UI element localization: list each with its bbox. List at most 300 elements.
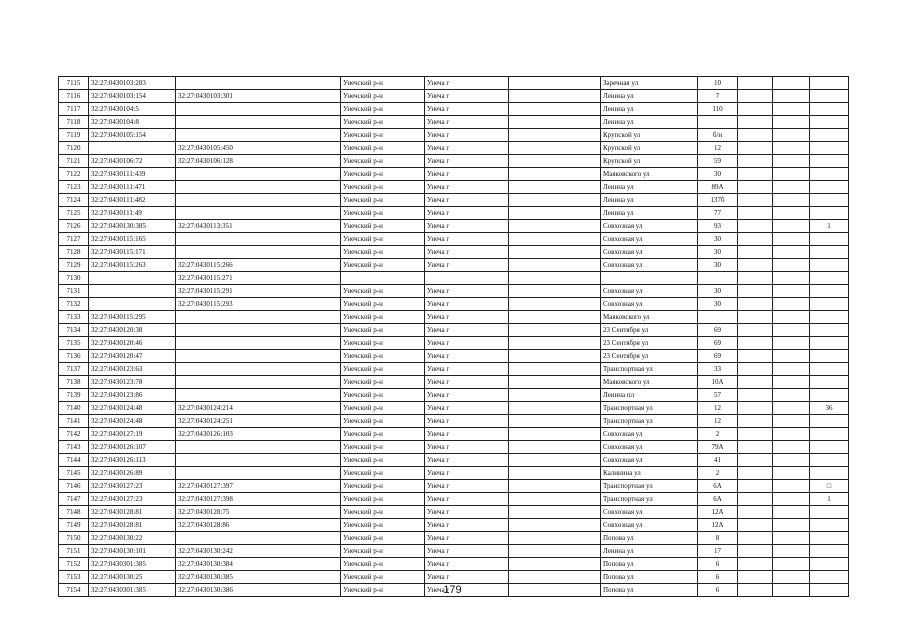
row-number-cell: 7133 (59, 311, 89, 324)
locality-cell (509, 168, 601, 181)
city-cell: Унеча г (425, 441, 509, 454)
extra-cell (810, 467, 849, 480)
building-cell (738, 168, 773, 181)
extra-cell (810, 545, 849, 558)
extra-cell (810, 519, 849, 532)
district-cell: Унечский р-н (341, 77, 425, 90)
city-cell: Унеча г (425, 155, 509, 168)
building-cell (738, 402, 773, 415)
district-cell: Унечский р-н (341, 181, 425, 194)
table-row (59, 129, 849, 142)
table-row (59, 376, 849, 389)
locality-cell (509, 389, 601, 402)
city-cell: Унеча г (425, 220, 509, 233)
row-number-cell: 7154 (59, 584, 89, 597)
locality-cell (509, 155, 601, 168)
row-number-cell: 7115 (59, 77, 89, 90)
table-body (59, 77, 849, 597)
locality-cell (509, 415, 601, 428)
row-number-cell: 7126 (59, 220, 89, 233)
cadastral-number-cell: 32:27:0430111:439 (89, 168, 176, 181)
city-cell: Унеча г (425, 519, 509, 532)
row-number-cell: 7136 (59, 350, 89, 363)
table-row (59, 428, 849, 441)
row-number-cell: 7149 (59, 519, 89, 532)
cadastral-number-cell (89, 272, 176, 285)
table-row (59, 168, 849, 181)
extra-cell (810, 532, 849, 545)
house-number-cell: 2 (698, 467, 738, 480)
table-row (59, 194, 849, 207)
related-cadastral-number-cell: 32:27:0430103:301 (176, 90, 341, 103)
street-cell: Ленина ул (601, 207, 698, 220)
cadastral-number-cell: 32:27:0430104:5 (89, 103, 176, 116)
building-cell (738, 272, 773, 285)
extra-cell: 36 (810, 402, 849, 415)
apartment-cell (773, 181, 810, 194)
street-cell: Совхозная ул (601, 519, 698, 532)
district-cell: Унечский р-н (341, 90, 425, 103)
street-cell: Совхозная ул (601, 506, 698, 519)
locality-cell (509, 272, 601, 285)
extra-cell (810, 311, 849, 324)
city-cell: Унеча г (425, 402, 509, 415)
building-cell (738, 207, 773, 220)
district-cell: Унечский р-н (341, 584, 425, 597)
extra-cell (810, 441, 849, 454)
table-row (59, 480, 849, 493)
related-cadastral-number-cell: 32:27:0430130:385 (176, 571, 341, 584)
city-cell: Унеча г (425, 571, 509, 584)
street-cell: Совхозная ул (601, 233, 698, 246)
related-cadastral-number-cell: 32:27:0430126:103 (176, 428, 341, 441)
apartment-cell (773, 545, 810, 558)
related-cadastral-number-cell (176, 311, 341, 324)
house-number-cell: 30 (698, 168, 738, 181)
row-number-cell: 7122 (59, 168, 89, 181)
building-cell (738, 545, 773, 558)
extra-cell (810, 181, 849, 194)
city-cell: Унеча г (425, 532, 509, 545)
locality-cell (509, 519, 601, 532)
street-cell: 23 Сентября ул (601, 350, 698, 363)
locality-cell (509, 428, 601, 441)
city-cell: Унеча г (425, 558, 509, 571)
cadastral-number-cell: 32:27:0430104:8 (89, 116, 176, 129)
district-cell: Унечский р-н (341, 324, 425, 337)
city-cell: Унеча г (425, 298, 509, 311)
table-row (59, 155, 849, 168)
building-cell (738, 155, 773, 168)
apartment-cell (773, 207, 810, 220)
row-number-cell: 7135 (59, 337, 89, 350)
building-cell (738, 454, 773, 467)
street-cell: Крупской ул (601, 142, 698, 155)
table-row (59, 103, 849, 116)
table-row (59, 298, 849, 311)
locality-cell (509, 441, 601, 454)
city-cell: Унеча г (425, 259, 509, 272)
row-number-cell: 7132 (59, 298, 89, 311)
row-number-cell: 7144 (59, 454, 89, 467)
district-cell: Унечский р-н (341, 467, 425, 480)
house-number-cell: 30 (698, 285, 738, 298)
related-cadastral-number-cell: 32:27:0430130:386 (176, 584, 341, 597)
related-cadastral-number-cell (176, 441, 341, 454)
table-row (59, 324, 849, 337)
district-cell: Унечский р-н (341, 545, 425, 558)
district-cell: Унечский р-н (341, 428, 425, 441)
cadastral-number-cell: 32:27:0430126:89 (89, 467, 176, 480)
related-cadastral-number-cell (176, 194, 341, 207)
building-cell (738, 571, 773, 584)
city-cell: Унеча г (425, 467, 509, 480)
city-cell: Унеча г (425, 350, 509, 363)
locality-cell (509, 103, 601, 116)
building-cell (738, 558, 773, 571)
house-number-cell: 30 (698, 246, 738, 259)
row-number-cell: 7147 (59, 493, 89, 506)
cadastral-number-cell (89, 298, 176, 311)
apartment-cell (773, 558, 810, 571)
related-cadastral-number-cell (176, 376, 341, 389)
street-cell: Заречная ул (601, 77, 698, 90)
related-cadastral-number-cell: 32:27:0430113:351 (176, 220, 341, 233)
house-number-cell: 77 (698, 207, 738, 220)
cadastral-number-cell: 32:27:0430128:81 (89, 506, 176, 519)
apartment-cell (773, 285, 810, 298)
extra-cell (810, 558, 849, 571)
row-number-cell: 7151 (59, 545, 89, 558)
extra-cell (810, 155, 849, 168)
related-cadastral-number-cell (176, 207, 341, 220)
apartment-cell (773, 350, 810, 363)
house-number-cell: 6А (698, 493, 738, 506)
apartment-cell (773, 129, 810, 142)
cadastral-number-cell: 32:27:0430103:283 (89, 77, 176, 90)
street-cell: 23 Сентября ул (601, 324, 698, 337)
related-cadastral-number-cell: 32:27:0430115:291 (176, 285, 341, 298)
city-cell: Унеча г (425, 493, 509, 506)
row-number-cell: 7124 (59, 194, 89, 207)
locality-cell (509, 77, 601, 90)
building-cell (738, 363, 773, 376)
apartment-cell (773, 324, 810, 337)
street-cell: Совхозная ул (601, 428, 698, 441)
locality-cell (509, 194, 601, 207)
cadastral-number-cell: 32:27:0430301:385 (89, 584, 176, 597)
apartment-cell (773, 506, 810, 519)
cadastral-number-cell: 32:27:0430123:86 (89, 389, 176, 402)
row-number-cell: 7130 (59, 272, 89, 285)
row-number-cell: 7153 (59, 571, 89, 584)
city-cell: Унеча г (425, 168, 509, 181)
cadastral-number-cell: 32:27:0430130:22 (89, 532, 176, 545)
related-cadastral-number-cell (176, 389, 341, 402)
house-number-cell: 30 (698, 298, 738, 311)
locality-cell (509, 116, 601, 129)
house-number-cell: 6А (698, 480, 738, 493)
city-cell: Унеча г (425, 129, 509, 142)
building-cell (738, 246, 773, 259)
house-number-cell: 110 (698, 103, 738, 116)
house-number-cell: 69 (698, 324, 738, 337)
related-cadastral-number-cell: 32:27:0430106:128 (176, 155, 341, 168)
row-number-cell: 7142 (59, 428, 89, 441)
related-cadastral-number-cell (176, 103, 341, 116)
apartment-cell (773, 168, 810, 181)
street-cell: 23 Сентября ул (601, 337, 698, 350)
apartment-cell (773, 337, 810, 350)
row-number-cell: 7143 (59, 441, 89, 454)
street-cell: Попова ул (601, 571, 698, 584)
table-row (59, 441, 849, 454)
related-cadastral-number-cell (176, 363, 341, 376)
building-cell (738, 376, 773, 389)
related-cadastral-number-cell (176, 350, 341, 363)
cadastral-number-cell: 32:27:0430111:471 (89, 181, 176, 194)
related-cadastral-number-cell (176, 467, 341, 480)
house-number-cell: 57 (698, 389, 738, 402)
table-row (59, 558, 849, 571)
cadastral-number-cell: 32:27:0430124:48 (89, 415, 176, 428)
extra-cell (810, 571, 849, 584)
house-number-cell: 12А (698, 519, 738, 532)
cadastral-number-cell: 32:27:0430115:295 (89, 311, 176, 324)
apartment-cell (773, 467, 810, 480)
apartment-cell (773, 298, 810, 311)
street-cell: Совхозная ул (601, 441, 698, 454)
street-cell: Транспортная ул (601, 402, 698, 415)
extra-cell (810, 337, 849, 350)
related-cadastral-number-cell (176, 181, 341, 194)
district-cell: Унечский р-н (341, 389, 425, 402)
city-cell: Унеча г (425, 480, 509, 493)
apartment-cell (773, 233, 810, 246)
house-number-cell: 41 (698, 454, 738, 467)
extra-cell: 1 (810, 220, 849, 233)
cadastral-number-cell: 32:27:0430301:385 (89, 558, 176, 571)
row-number-cell: 7123 (59, 181, 89, 194)
table-row (59, 493, 849, 506)
locality-cell (509, 545, 601, 558)
cadastral-number-cell: 32:27:0430120:46 (89, 337, 176, 350)
extra-cell (810, 298, 849, 311)
house-number-cell: 10А (698, 376, 738, 389)
house-number-cell: 137б (698, 194, 738, 207)
extra-cell: 1 (810, 493, 849, 506)
house-number-cell: 12 (698, 402, 738, 415)
city-cell: Унеча г (425, 428, 509, 441)
locality-cell (509, 571, 601, 584)
building-cell (738, 129, 773, 142)
locality-cell (509, 246, 601, 259)
house-number-cell: 12 (698, 415, 738, 428)
district-cell: Унечский р-н (341, 233, 425, 246)
district-cell: Унечский р-н (341, 168, 425, 181)
cadastral-number-cell: 32:27:0430126:113 (89, 454, 176, 467)
cadastral-number-cell (89, 142, 176, 155)
street-cell: Крупской ул (601, 129, 698, 142)
cadastral-number-cell: 32:27:0430127:23 (89, 493, 176, 506)
table-row (59, 272, 849, 285)
district-cell: Унечский р-н (341, 220, 425, 233)
house-number-cell: 7 (698, 90, 738, 103)
house-number-cell: 89А (698, 181, 738, 194)
apartment-cell (773, 220, 810, 233)
row-number-cell: 7140 (59, 402, 89, 415)
building-cell (738, 493, 773, 506)
related-cadastral-number-cell: 32:27:0430128:75 (176, 506, 341, 519)
table-row (59, 545, 849, 558)
apartment-cell (773, 103, 810, 116)
building-cell (738, 480, 773, 493)
house-number-cell: 8 (698, 532, 738, 545)
related-cadastral-number-cell (176, 454, 341, 467)
building-cell (738, 324, 773, 337)
apartment-cell (773, 272, 810, 285)
district-cell: Унечский р-н (341, 376, 425, 389)
locality-cell (509, 402, 601, 415)
house-number-cell: 59 (698, 155, 738, 168)
house-number-cell (698, 116, 738, 129)
locality-cell (509, 207, 601, 220)
district-cell: Унечский р-н (341, 454, 425, 467)
city-cell: Унеча г (425, 506, 509, 519)
house-number-cell: 30 (698, 233, 738, 246)
building-cell (738, 506, 773, 519)
row-number-cell: 7141 (59, 415, 89, 428)
table-row (59, 259, 849, 272)
locality-cell (509, 90, 601, 103)
street-cell: Попова ул (601, 532, 698, 545)
locality-cell (509, 506, 601, 519)
house-number-cell: б/н (698, 129, 738, 142)
extra-cell (810, 324, 849, 337)
table-row (59, 454, 849, 467)
cadastral-number-cell: 32:27:0430115:165 (89, 233, 176, 246)
district-cell: Унечский р-н (341, 311, 425, 324)
locality-cell (509, 181, 601, 194)
related-cadastral-number-cell: 32:27:0430115:271 (176, 272, 341, 285)
house-number-cell: 69 (698, 350, 738, 363)
building-cell (738, 350, 773, 363)
cadastral-table (58, 76, 849, 597)
apartment-cell (773, 311, 810, 324)
apartment-cell (773, 441, 810, 454)
extra-cell (810, 168, 849, 181)
extra-cell: □ (810, 480, 849, 493)
house-number-cell: 33 (698, 363, 738, 376)
cadastral-number-cell: 32:27:0430111:49 (89, 207, 176, 220)
cadastral-number-cell: 32:27:0430124:48 (89, 402, 176, 415)
district-cell: Унечский р-н (341, 363, 425, 376)
extra-cell (810, 389, 849, 402)
table-row (59, 77, 849, 90)
row-number-cell: 7116 (59, 90, 89, 103)
related-cadastral-number-cell (176, 532, 341, 545)
row-number-cell: 7128 (59, 246, 89, 259)
apartment-cell (773, 402, 810, 415)
street-cell: Крупской ул (601, 155, 698, 168)
extra-cell (810, 454, 849, 467)
extra-cell (810, 77, 849, 90)
cadastral-number-cell: 32:27:0430130:101 (89, 545, 176, 558)
city-cell: Унеча г (425, 77, 509, 90)
street-cell: Маяковского ул (601, 311, 698, 324)
extra-cell (810, 285, 849, 298)
locality-cell (509, 480, 601, 493)
table-row (59, 337, 849, 350)
locality-cell (509, 337, 601, 350)
locality-cell (509, 142, 601, 155)
table-row (59, 363, 849, 376)
house-number-cell: 79А (698, 441, 738, 454)
street-cell: Ленина ул (601, 90, 698, 103)
extra-cell (810, 207, 849, 220)
row-number-cell: 7146 (59, 480, 89, 493)
row-number-cell: 7134 (59, 324, 89, 337)
apartment-cell (773, 532, 810, 545)
apartment-cell (773, 415, 810, 428)
related-cadastral-number-cell: 32:27:0430124:214 (176, 402, 341, 415)
cadastral-number-cell: 32:27:0430130:25 (89, 571, 176, 584)
related-cadastral-number-cell: 32:27:0430124:251 (176, 415, 341, 428)
district-cell: Унечский р-н (341, 129, 425, 142)
related-cadastral-number-cell: 32:27:0430127:397 (176, 480, 341, 493)
locality-cell (509, 220, 601, 233)
house-number-cell (698, 272, 738, 285)
locality-cell (509, 558, 601, 571)
building-cell (738, 194, 773, 207)
table-row (59, 181, 849, 194)
building-cell (738, 441, 773, 454)
cadastral-number-cell: 32:27:0430128:81 (89, 519, 176, 532)
house-number-cell: 30 (698, 259, 738, 272)
street-cell: Транспортная ул (601, 480, 698, 493)
street-cell: Ленина ул (601, 116, 698, 129)
district-cell: Унечский р-н (341, 337, 425, 350)
building-cell (738, 220, 773, 233)
house-number-cell: 6 (698, 584, 738, 597)
extra-cell (810, 142, 849, 155)
building-cell (738, 116, 773, 129)
street-cell: Ленина пл (601, 389, 698, 402)
district-cell: Унечский р-н (341, 571, 425, 584)
apartment-cell (773, 389, 810, 402)
building-cell (738, 519, 773, 532)
street-cell: Ленина ул (601, 194, 698, 207)
table-row (59, 285, 849, 298)
cadastral-number-cell: 32:27:0430123:78 (89, 376, 176, 389)
district-cell: Унечский р-н (341, 116, 425, 129)
cadastral-number-cell: 32:27:0430106:72 (89, 155, 176, 168)
city-cell: Унеча г (425, 103, 509, 116)
related-cadastral-number-cell (176, 324, 341, 337)
building-cell (738, 103, 773, 116)
city-cell: Унеча г (425, 233, 509, 246)
building-cell (738, 337, 773, 350)
building-cell (738, 285, 773, 298)
row-number-cell: 7129 (59, 259, 89, 272)
table-row (59, 207, 849, 220)
extra-cell (810, 363, 849, 376)
row-number-cell: 7148 (59, 506, 89, 519)
street-cell: Транспортная ул (601, 363, 698, 376)
cadastral-number-cell: 32:27:0430120:47 (89, 350, 176, 363)
extra-cell (810, 246, 849, 259)
district-cell: Унечский р-н (341, 259, 425, 272)
